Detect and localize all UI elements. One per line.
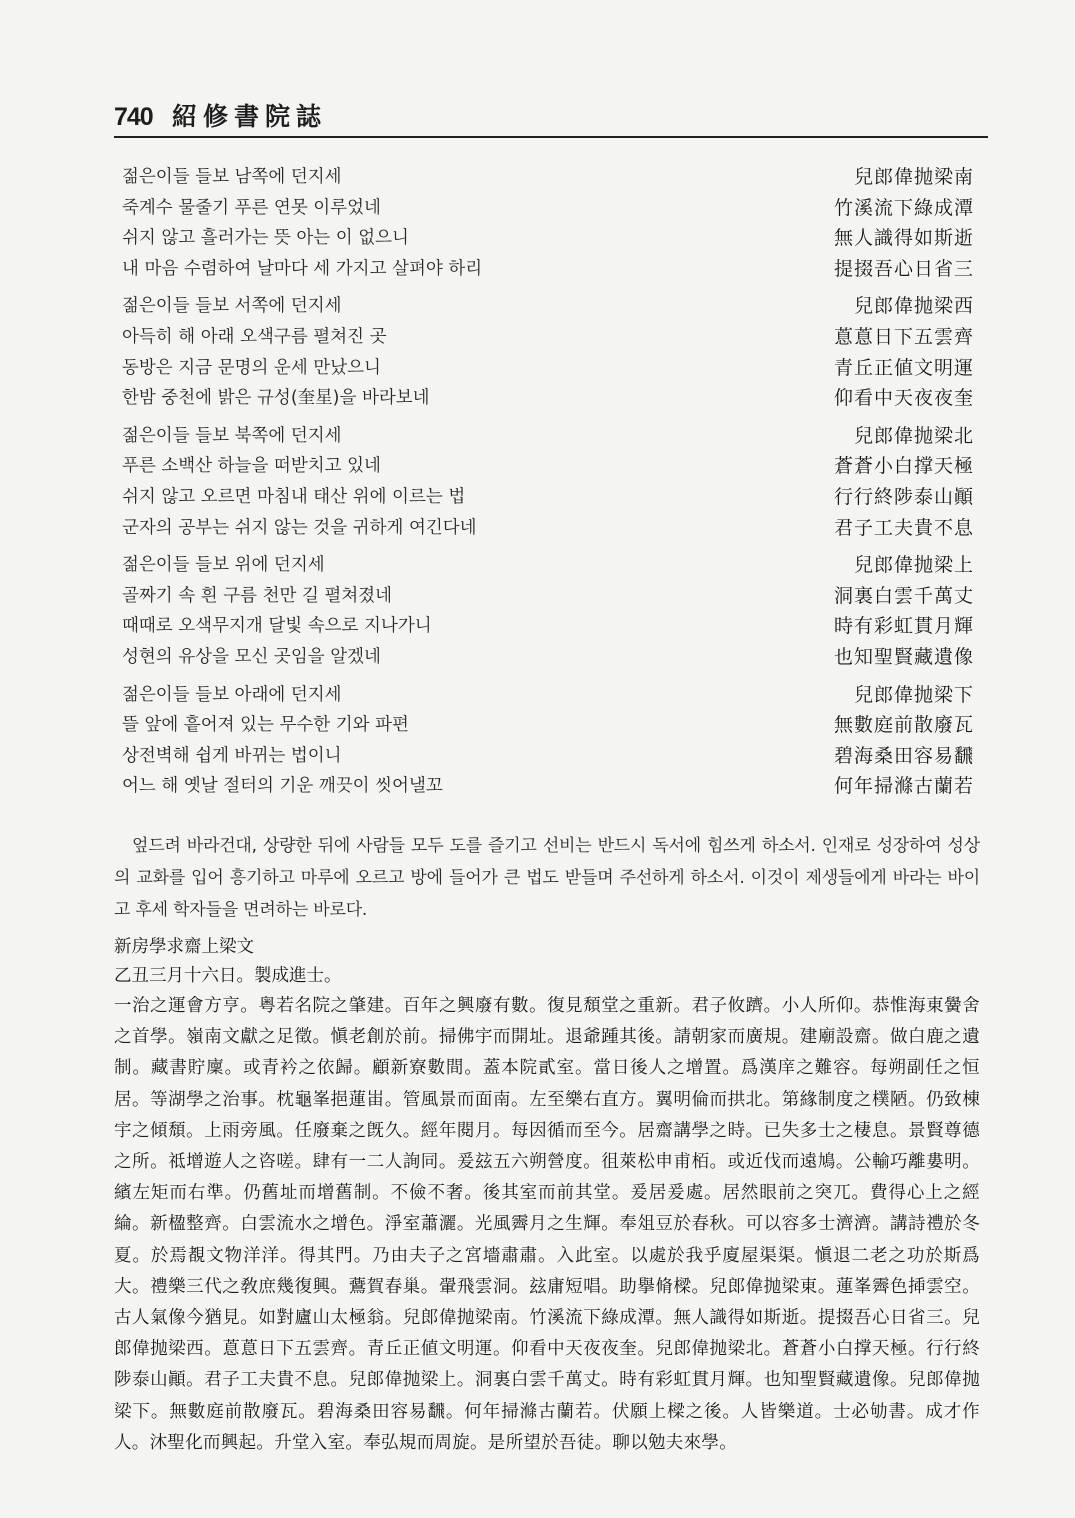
- korean-translation: 때때로 오색무지개 달빛 속으로 지나가니: [122, 616, 432, 637]
- hanja-original: 無人識得如斯逝: [833, 227, 974, 250]
- hanja-original: 蒼蒼小白撑天極: [833, 455, 974, 478]
- hanja-original: 仰看中天夜夜奎: [833, 387, 974, 410]
- page-number: 740: [114, 103, 153, 131]
- verse-line: [122, 254, 982, 285]
- verse-line: [122, 322, 982, 353]
- korean-translation: 죽계수 물줄기 푸른 연못 이루었네: [122, 197, 381, 218]
- korean-translation: 골짜기 속 흰 구름 천만 길 펼쳐졌네: [122, 585, 393, 606]
- korean-translation: 젊은이들 들보 위에 던지세: [122, 555, 325, 576]
- korean-translation: 상전벽해 쉽게 바뀌는 법이니: [122, 745, 342, 766]
- poem-stanza: [122, 421, 982, 543]
- hanja-original: 蒠蒠日下五雲齊: [833, 325, 974, 348]
- verse-line: [122, 642, 982, 673]
- verse-line: [122, 581, 982, 612]
- verse-line: [122, 741, 982, 772]
- hanja-original: 行行終陟泰山顚: [833, 485, 974, 508]
- korean-translation: 젊은이들 들보 아래에 던지세: [122, 684, 342, 705]
- verse-line: [122, 513, 982, 544]
- verse-line: [122, 291, 982, 322]
- hanja-original: 竹溪流下綠成潭: [833, 196, 974, 219]
- korean-translation: 뜰 앞에 흩어져 있는 무수한 기와 파편: [122, 715, 409, 736]
- hanja-original: 提掇吾心日省三: [833, 257, 974, 280]
- verse-line: [122, 550, 982, 581]
- hanja-original: 何年掃滌古蘭若: [833, 775, 974, 798]
- korean-translation: 젊은이들 들보 북쪽에 던지세: [122, 425, 342, 446]
- korean-translation: 내 마음 수렴하여 날마다 세 가지고 살펴야 하리: [122, 258, 483, 279]
- hanja-original: 君子工夫貴不息: [833, 516, 974, 539]
- hanja-original: 青丘正値文明運: [833, 356, 974, 379]
- korean-translation: 성현의 유상을 모신 곳임을 알겠네: [122, 646, 381, 667]
- hanja-original: 碧海桑田容易飜: [833, 744, 974, 767]
- hanja-original: 也知聖賢藏遺像: [833, 645, 974, 668]
- poem-stanza: [122, 291, 982, 413]
- document-title: 新房學求齋上梁文: [114, 937, 254, 957]
- korean-translation: 한밤 중천에 밝은 규성(奎星)을 바라보네: [122, 388, 430, 409]
- hanja-original: 兒郎偉抛梁北: [853, 424, 974, 447]
- sangnyang-poem: [122, 162, 982, 809]
- hanja-original: 時有彩虹貫月輝: [833, 615, 974, 638]
- verse-line: [122, 353, 982, 384]
- verse-line: [122, 421, 982, 452]
- verse-line: [122, 223, 982, 254]
- verse-line: [122, 482, 982, 513]
- korean-translation: 동방은 지금 문명의 운세 만났으니: [122, 357, 381, 378]
- verse-line: [122, 611, 982, 642]
- verse-line: [122, 162, 982, 193]
- verse-line: [122, 383, 982, 414]
- running-title: 紹修書院誌: [172, 102, 328, 131]
- korean-translation: 쉬지 않고 오르면 마침내 태산 위에 이르는 법: [122, 486, 466, 507]
- verse-line: [122, 710, 982, 741]
- verse-line: [122, 771, 982, 802]
- translation-paragraph: 엎드려 바라건대, 상량한 뒤에 사람들 모두 도를 즐기고 선비는 반드시 독서에 힘쓰게 하소서. 인재로 성장하여 성상의 교화를 입어 흥기하고 마루에 오르고 방에 들어가 큰 법도 받들며 주선하게 하소서. 이것이 제생들에게 바라는 바이고 후세 학자들을 면려하는 바로다.: [114, 836, 980, 920]
- korean-translation: 젊은이들 들보 남쪽에 던지세: [122, 167, 342, 187]
- verse-line: [122, 680, 982, 711]
- poem-stanza: [122, 550, 982, 672]
- verse-line: [122, 451, 982, 482]
- korean-translation: 어느 해 옛날 절터의 기운 깨끗이 씻어낼꼬: [122, 776, 443, 797]
- korean-translation: 군자의 공부는 쉬지 않는 것을 귀하게 여긴다네: [122, 517, 477, 538]
- hanja-original: 兒郎偉抛梁西: [853, 295, 974, 318]
- hanja-original: 兒郎偉抛梁下: [853, 683, 974, 706]
- verse-line: [122, 193, 982, 224]
- poem-stanza: [122, 680, 982, 802]
- classical-text-body: 一治之運會方亨。粤若名院之肇建。百年之興廢有數。復見頹堂之重新。君子攸躋。小人所仰。恭惟海東黌舍之首學。嶺南文獻之足徵。愼老創於前。掃佛宇而開址。退爺踵其後。請朝家而廣規。建廟設齋。做白鹿之遺制。藏書貯廩。或青衿之依歸。顧新寮數間。蓋本院貳室。當日後人之增置。爲漢庠之難容。每朔副任之恒居。等湖學之治事。枕龜峯挹蓮峀。管風景而面南。左至樂右直方。翼明倫而拱北。第緣制度之樸陋。仍致棟宇之傾頹。上雨旁風。任廢棄之旣久。經年閱月。每因循而至今。居齋講學之時。已失多士之棲息。景賢尊德之所。祗增遊人之咨嗟。肆有一二人詢同。爰玆五六朔營度。徂萊松申甫栢。或近伐而遠鳩。公輸巧離婁明。繽左矩而右準。仍舊址而增舊制。不儉不奢。後其室而前其堂。爰居爰處。居然眼前之突兀。費得心上之經綸。新楹整齊。白雲流水之增色。淨室蕭灑。光風霽月之生輝。奉俎豆於春秋。可以容多士濟濟。講詩禮於冬夏。於焉覩文物洋洋。得其門。乃由夫子之宮墻肅肅。入此室。以處於我乎廈屋渠渠。愼退二老之功於斯爲大。禮樂三代之敎庶幾復興。鷰賀春巢。翬飛雲洞。玆庸短唱。助擧脩樑。兒郎偉抛梁東。蓮峯霽色揷雲空。古人氣像今猶見。如對廬山太極翁。兒郎偉抛梁南。竹溪流下綠成潭。無人識得如斯逝。提掇吾心日省三。兒郎偉抛梁西。蒠蒠日下五雲齊。青丘正値文明運。仰看中天夜夜奎。兒郎偉抛梁北。蒼蒼小白撑天極。行行終陟泰山顚。君子工夫貴不息。兒郎偉抛梁上。洞裏白雲千萬丈。時有彩虹貫月輝。也知聖賢藏遺像。兒郎偉抛梁下。無數庭前散廢瓦。碧海桑田容易飜。何年掃滌古蘭若。伏願上樑之後。人皆樂道。士必劬書。成才作人。沐聖化而興起。升堂入室。奉弘規而周旋。是所望於吾徒。聊以勉夫來學。: [114, 996, 980, 1453]
- korean-translation: 쉬지 않고 흘러가는 뜻 아는 이 없으니: [122, 228, 409, 249]
- document-date: 乙丑三月十六日。製成進士。: [114, 966, 342, 986]
- korean-translation: 아득히 해 아래 오색구름 펼쳐진 곳: [122, 326, 387, 347]
- page-header: [114, 102, 988, 138]
- korean-translation: 푸른 소백산 하늘을 떠받치고 있네: [122, 456, 381, 477]
- hanja-original: 洞裏白雲千萬丈: [833, 584, 974, 607]
- hanja-original: 無數庭前散廢瓦: [833, 714, 974, 737]
- poem-stanza: [122, 162, 982, 284]
- hanja-original: 兒郎偉抛梁南: [853, 166, 974, 188]
- korean-translation: 젊은이들 들보 서쪽에 던지세: [122, 296, 342, 317]
- hanja-original: 兒郎偉抛梁上: [853, 554, 974, 577]
